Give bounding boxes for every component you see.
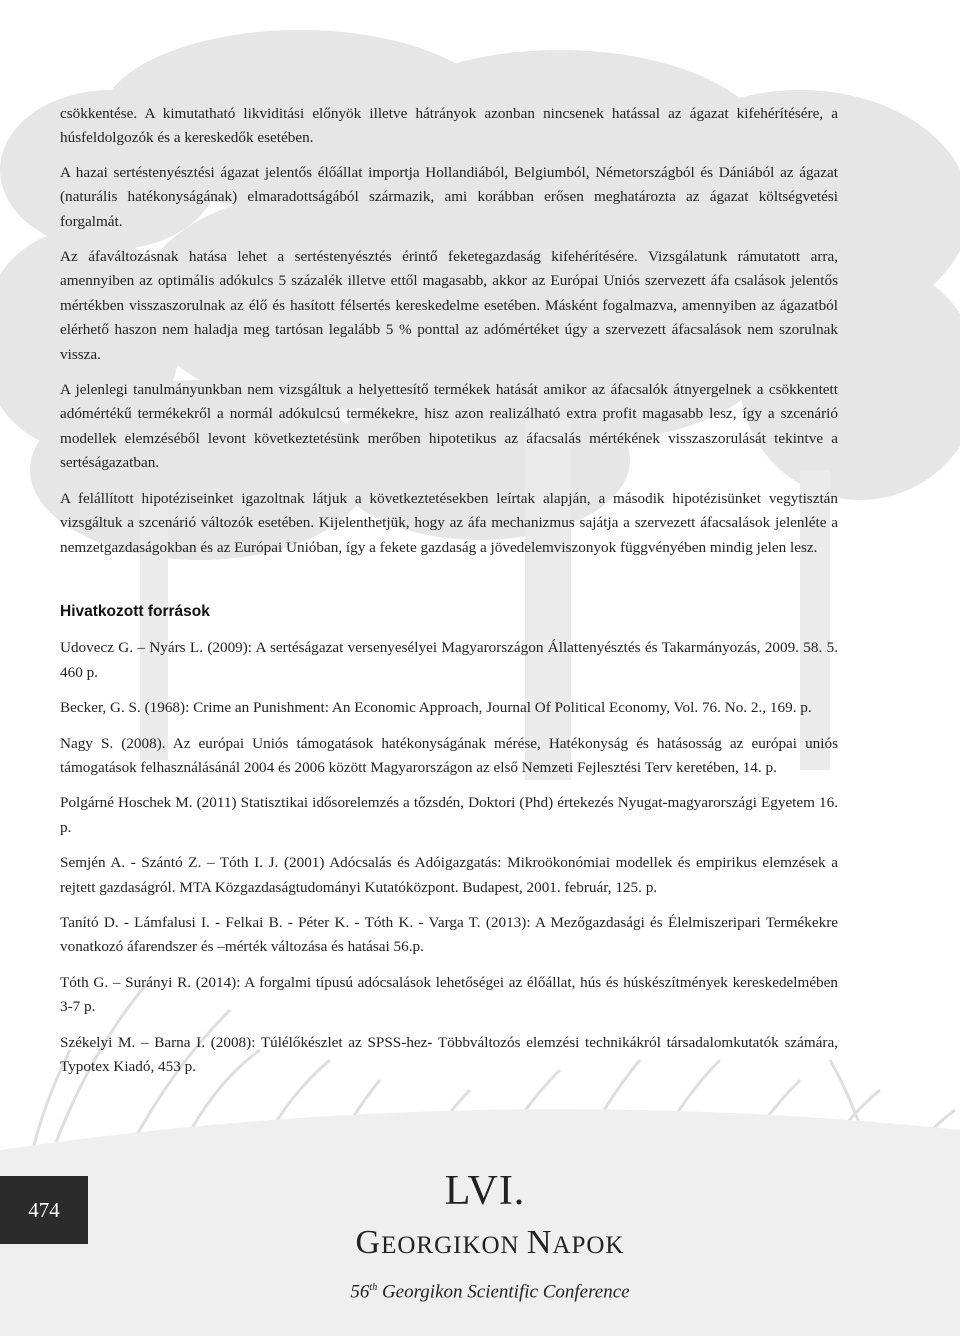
reference-item: Udovecz G. – Nyárs L. (2009): A sertéságazat versenyesélyei Magyarországon Állattenyésztés és Takarmányozás, 2009. 58. 5. 460 p. <box>60 639 838 681</box>
subtitle-number: 56 <box>350 1281 370 1303</box>
paragraph: A felállított hipotéziseinket igazoltnak látjuk a következtetésekben leírtak alapján, a második hipotézisünket vegytisztán vizsgáltuk a szcenárió változók esetében. Kijelenthetjük, hogy az áfa mechanizmus sajátja a szervezett áfacsalások jelenléte a nemzetgazdaságokban és az Európai Unióban, így a fekete gazdaság a jövedelemviszonyok függvényében mindig jelen lesz. <box>60 489 838 556</box>
title-initial-g: G <box>355 1224 382 1261</box>
references-heading: Hivatkozott források <box>60 602 210 620</box>
paragraph: A jelenlegi tanulmányunkban nem vizsgáltuk a helyettesítő termékek hatását amikor az áfacsalók átnyergelnek a csökkentett adómértékű termékekről a normál adókulcsú termékekre, hisz azon realizálható extra profit magasabb lesz, így a szcenárió modellek elemzéséből levont következtetésünk merőben hipotetikus az áfacsalás mértékének visszaszorulását tekintve a sertéságazatban. <box>60 381 838 472</box>
subtitle-text: Georgikon Scientific Conference <box>377 1281 630 1303</box>
conference-subtitle <box>300 1273 680 1307</box>
title-initial-n: N <box>526 1224 553 1261</box>
page-number-text: 474 <box>28 1197 60 1222</box>
reference-item: Tanító D. - Lámfalusi I. - Felkai B. - Péter K. - Tóth K. - Varga T. (2013): A Mezőgazdasági és Élelmiszeripari Termékekre vonatkozó áfarendszer és –mérték változása és hatásai 56.p. <box>60 913 838 956</box>
paragraph: Az áfaváltozásnak hatása lehet a sertéstenyésztés érintő feketegazdaság kifehérítésére. Vizsgálatunk rámutatott arra, amennyiben az optimális adókulcs 5 százalék illetve ettől magasabb, akkor az Európai Uniós szervezett áfa csalások jelentős mértékben visszaszorulnak az élő és hasított félsertés kereskedelme esetében. Másként fogalmazva, amennyiben az ágazatból elérhető haszon nem haladja meg tartósan legalább 5 % ponttal az adómértéket úgy a szervezett áfacsalások nem szorulnak vissza. <box>60 248 838 363</box>
conference-number: LVI. <box>444 1168 526 1214</box>
reference-item: Székelyi M. – Barna I. (2008): Túlélőkészlet az SPSS-hez- Többváltozós elemzési technikákról társadalomkutatók számára, Typotex Kiadó, 453 p. <box>60 1033 838 1075</box>
reference-item: Becker, G. S. (1968): Crime an Punishment: An Economic Approach, Journal Of Political Economy, Vol. 76. No. 2., 169. p. <box>60 699 812 717</box>
reference-item: Tóth G. – Surányi R. (2014): A forgalmi típusú adócsalások lehetőségei az élőállat, hús és húskészítmények kereskedelmében 3-7 p. <box>60 973 838 1016</box>
page-number <box>0 1176 88 1244</box>
title-rest-1: EORGIKON <box>381 1232 527 1259</box>
paragraph: A hazai sertéstenyésztési ágazat jelentős élőállat importja Hollandiából, Belgiumból, Németországból és Dániából az ágazat (naturális hatékonyságának) elmaradottságából származik, ami korábban erősen meghatározta az ágazat költségvetési forgalmát. <box>60 163 838 230</box>
subtitle-sup: th <box>369 1282 378 1293</box>
conference-logo <box>300 1166 680 1307</box>
reference-item: Semjén A. - Szántó Z. – Tóth I. J. (2001) Adócsalás és Adóigazgatás: Mikroökonómiai modellek és empirikus elemzések a rejtett gazdaságról. MTA Közgazdaságtudományi Kutatóközpont. Budapest, 2001. február, 125. p. <box>60 854 838 896</box>
reference-item: Polgárné Hoschek M. (2011) Statisztikai idősorelemzés a tőzsdén, Doktori (Phd) értekezés Nyugat-magyarországi Egyetem 16. p. <box>60 794 838 836</box>
title-rest-2: APOK <box>552 1232 625 1259</box>
reference-item: Nagy S. (2008). Az európai Uniós támogatások hatékonyságának mérése, Hatékonyság és hatásosság az európai uniós támogatások felhasználásánál 2004 és 2006 között Magyarországon az első Nemzeti Fejlesztési Terv keretében, 14. p. <box>60 734 838 776</box>
main-text <box>60 102 838 1090</box>
paragraph: csökkentése. A kimutatható likviditási előnyök illetve hátrányok azonban nincsenek hatással az ágazat kifehérítésére, a húsfeldolgozók és a kereskedők esetében. <box>60 105 838 147</box>
conference-title <box>300 1220 680 1269</box>
